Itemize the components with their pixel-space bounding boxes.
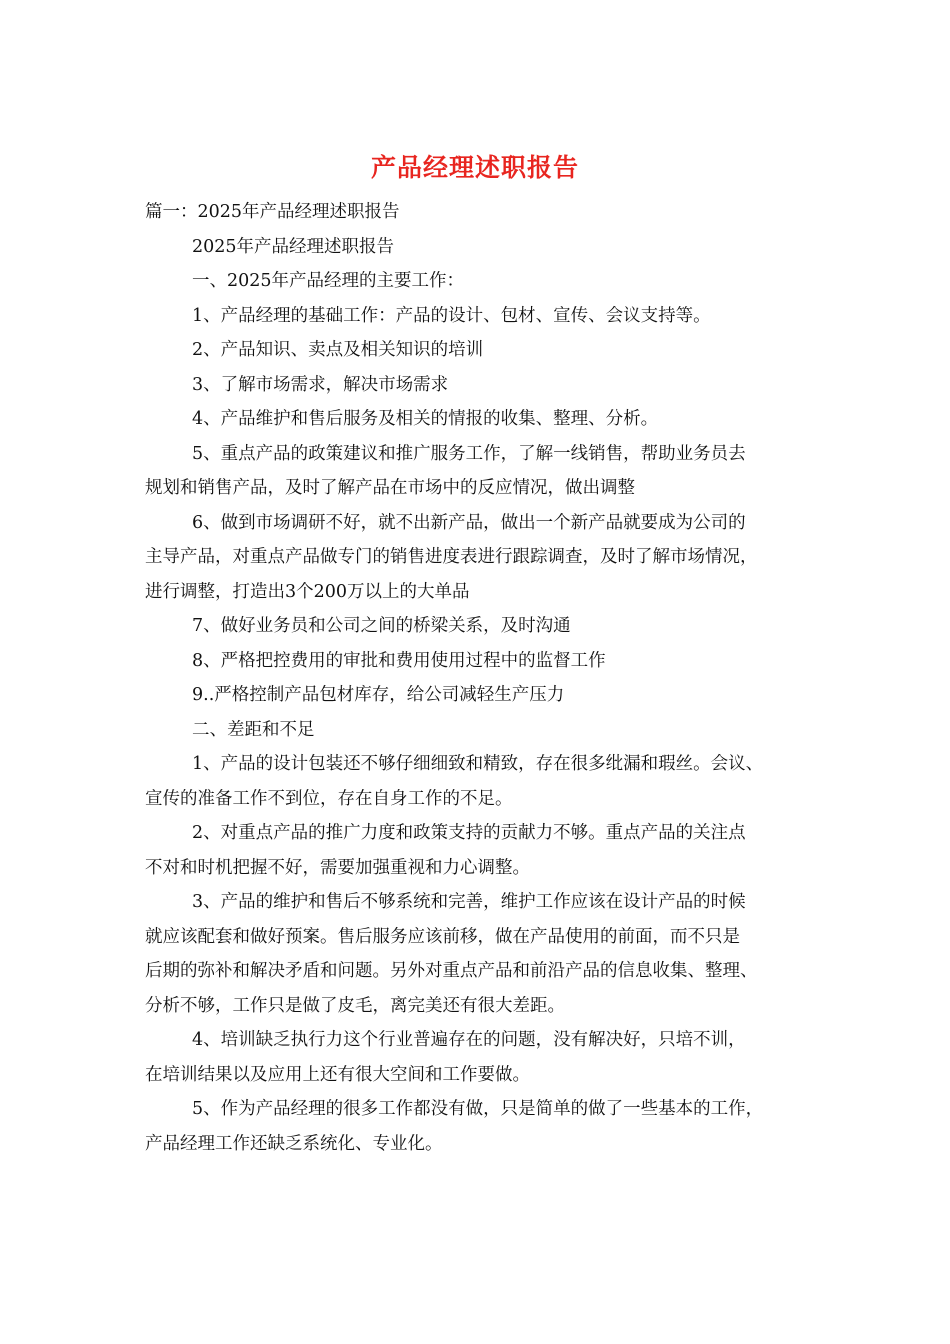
text-line: 产品经理工作还缺乏系统化、专业化。 bbox=[145, 1133, 443, 1154]
text-line: 5、作为产品经理的很多工作都没有做，只是简单的做了一些基本的工作， bbox=[192, 1099, 764, 1119]
text-line: 在培训结果以及应用上还有很大空间和工作要做。 bbox=[145, 1064, 530, 1085]
text-line: 进行调整，打造出3个200万以上的大单品 bbox=[145, 581, 470, 602]
text-line: 规划和销售产品，及时了解产品在市场中的反应情况，做出调整 bbox=[145, 478, 635, 498]
text-line: 6、做到市场调研不好，就不出新产品，做出一个新产品就要成为公司的 bbox=[192, 512, 746, 533]
text-line: 分析不够，工作只是做了皮毛，离完美还有很大差距。 bbox=[145, 995, 565, 1016]
text-line: 4、培训缺乏执行力这个行业普遍存在的问题，没有解决好，只培不训， bbox=[192, 1030, 746, 1050]
document-body bbox=[145, 195, 807, 1161]
text-line: 2、对重点产品的推广力度和政策支持的贡献力不够。重点产品的关注点 bbox=[192, 823, 746, 843]
text-line: 1、产品的设计包装还不够仔细细致和精致，存在很多纰漏和瑕丝。会议、 bbox=[192, 754, 764, 774]
text-line: 2、产品知识、卖点及相关知识的培训 bbox=[192, 340, 484, 360]
text-line: 1、产品经理的基础工作：产品的设计、包材、宣传、会议支持等。 bbox=[192, 305, 711, 326]
text-line: 3、了解市场需求，解决市场需求 bbox=[192, 374, 449, 395]
text-line: 8、严格把控费用的审批和费用使用过程中的监督工作 bbox=[192, 650, 606, 671]
text-line: 不对和时机把握不好，需要加强重视和力心调整。 bbox=[145, 857, 530, 878]
text-line: 后期的弥补和解决矛盾和问题。另外对重点产品和前沿产品的信息收集、整理、 bbox=[145, 961, 758, 981]
text-line: 二、差距和不足 bbox=[192, 719, 315, 740]
text-line: 就应该配套和做好预案。售后服务应该前移，做在产品使用的前面，而不只是 bbox=[145, 926, 740, 947]
text-line: 3、产品的维护和售后不够系统和完善，维护工作应该在设计产品的时候 bbox=[192, 892, 746, 912]
text-line: 9..严格控制产品包材库存，给公司减轻生产压力 bbox=[192, 685, 565, 705]
text-line: 主导产品，对重点产品做专门的销售进度表进行跟踪调查，及时了解市场情况， bbox=[145, 547, 758, 567]
document-title: 产品经理述职报告 bbox=[370, 153, 579, 182]
text-line: 篇一：2025年产品经理述职报告 bbox=[145, 202, 400, 222]
text-line: 5、重点产品的政策建议和推广服务工作，了解一线销售，帮助业务员去 bbox=[192, 443, 746, 464]
text-line: 宣传的准备工作不到位，存在自身工作的不足。 bbox=[145, 788, 513, 809]
text-line: 7、做好业务员和公司之间的桥梁关系，及时沟通 bbox=[192, 616, 571, 636]
text-line: 4、产品维护和售后服务及相关的情报的收集、整理、分析。 bbox=[192, 409, 659, 429]
text-line: 2025年产品经理述职报告 bbox=[192, 236, 395, 257]
text-line: 一、2025年产品经理的主要工作： bbox=[192, 271, 465, 291]
